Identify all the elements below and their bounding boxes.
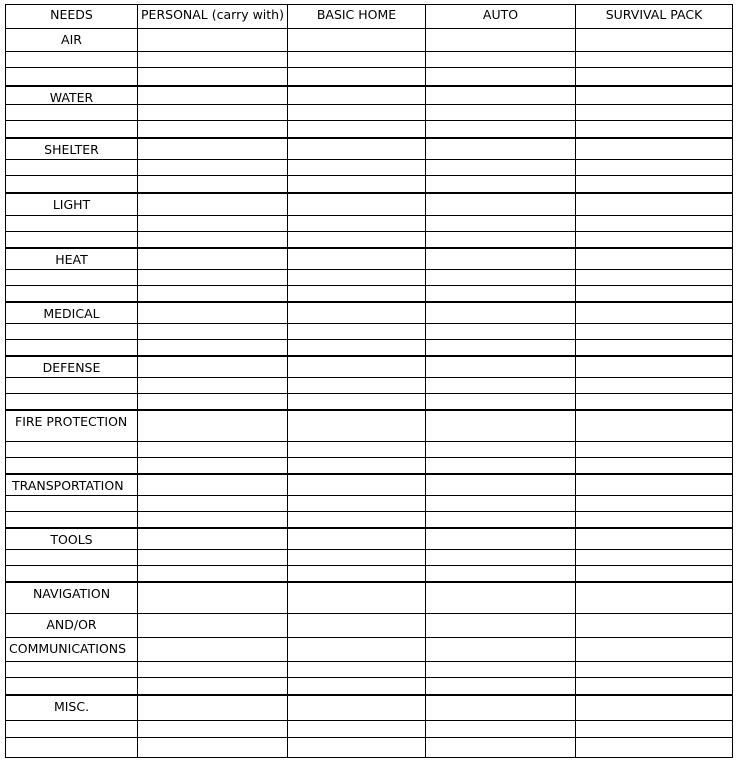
cell-auto[interactable] bbox=[426, 410, 576, 442]
cell-auto[interactable] bbox=[426, 662, 576, 678]
cell-personal[interactable] bbox=[138, 738, 288, 758]
cell-need bbox=[6, 270, 138, 286]
table-row bbox=[6, 378, 733, 394]
cell-personal[interactable] bbox=[138, 121, 288, 138]
cell-basic-home[interactable] bbox=[288, 410, 426, 442]
table-row bbox=[6, 738, 733, 758]
cell-need bbox=[6, 458, 138, 474]
cell-basic-home[interactable] bbox=[288, 638, 426, 662]
cell-basic-home[interactable] bbox=[288, 678, 426, 695]
cell-personal[interactable] bbox=[138, 270, 288, 286]
cell-personal[interactable] bbox=[138, 193, 288, 216]
need-communications: COMMUNICATIONS bbox=[6, 638, 138, 662]
cell-survival-pack[interactable] bbox=[576, 550, 733, 566]
cell-basic-home[interactable] bbox=[288, 378, 426, 394]
cell-personal[interactable] bbox=[138, 678, 288, 695]
cell-personal[interactable] bbox=[138, 248, 288, 270]
cell-personal[interactable] bbox=[138, 52, 288, 68]
cell-personal[interactable] bbox=[138, 286, 288, 302]
cell-basic-home[interactable] bbox=[288, 52, 426, 68]
cell-auto[interactable] bbox=[426, 695, 576, 721]
cell-survival-pack[interactable] bbox=[576, 52, 733, 68]
cell-need bbox=[6, 216, 138, 232]
cell-basic-home[interactable] bbox=[288, 160, 426, 176]
cell-auto[interactable] bbox=[426, 138, 576, 160]
cell-basic-home[interactable] bbox=[288, 270, 426, 286]
cell-personal[interactable] bbox=[138, 394, 288, 410]
cell-personal[interactable] bbox=[138, 29, 288, 52]
cell-auto[interactable] bbox=[426, 394, 576, 410]
need-light: LIGHT bbox=[6, 193, 138, 216]
cell-auto[interactable] bbox=[426, 638, 576, 662]
cell-survival-pack[interactable] bbox=[576, 29, 733, 52]
cell-need bbox=[6, 566, 138, 582]
cell-survival-pack[interactable] bbox=[576, 474, 733, 496]
cell-need bbox=[6, 324, 138, 340]
cell-basic-home[interactable] bbox=[288, 216, 426, 232]
need-water: WATER bbox=[6, 86, 138, 105]
cell-personal[interactable] bbox=[138, 458, 288, 474]
need-and-or: AND/OR bbox=[6, 614, 138, 638]
cell-personal[interactable] bbox=[138, 324, 288, 340]
table-row bbox=[6, 512, 733, 528]
table-row bbox=[6, 638, 733, 662]
need-tools: TOOLS bbox=[6, 528, 138, 550]
need-air: AIR bbox=[6, 29, 138, 52]
cell-basic-home[interactable] bbox=[288, 614, 426, 638]
table-row bbox=[6, 695, 733, 721]
cell-personal[interactable] bbox=[138, 378, 288, 394]
cell-personal[interactable] bbox=[138, 512, 288, 528]
cell-need bbox=[6, 662, 138, 678]
table-row bbox=[6, 29, 733, 52]
cell-basic-home[interactable] bbox=[288, 512, 426, 528]
cell-survival-pack[interactable] bbox=[576, 638, 733, 662]
cell-survival-pack[interactable] bbox=[576, 410, 733, 442]
cell-basic-home[interactable] bbox=[288, 662, 426, 678]
cell-basic-home[interactable] bbox=[288, 302, 426, 324]
cell-auto[interactable] bbox=[426, 356, 576, 378]
need-transportation: TRANSPORTATION bbox=[6, 474, 138, 496]
cell-survival-pack[interactable] bbox=[576, 302, 733, 324]
cell-basic-home[interactable] bbox=[288, 86, 426, 105]
table-row bbox=[6, 394, 733, 410]
cell-basic-home[interactable] bbox=[288, 176, 426, 193]
table-row bbox=[6, 138, 733, 160]
cell-basic-home[interactable] bbox=[288, 105, 426, 121]
table-row bbox=[6, 442, 733, 458]
cell-auto[interactable] bbox=[426, 378, 576, 394]
cell-basic-home[interactable] bbox=[288, 232, 426, 248]
cell-personal[interactable] bbox=[138, 695, 288, 721]
cell-personal[interactable] bbox=[138, 160, 288, 176]
cell-personal[interactable] bbox=[138, 105, 288, 121]
cell-auto[interactable] bbox=[426, 340, 576, 356]
cell-personal[interactable] bbox=[138, 662, 288, 678]
header-auto: AUTO bbox=[426, 5, 576, 29]
cell-need bbox=[6, 105, 138, 121]
cell-personal[interactable] bbox=[138, 86, 288, 105]
cell-personal[interactable] bbox=[138, 216, 288, 232]
cell-survival-pack[interactable] bbox=[576, 528, 733, 550]
cell-auto[interactable] bbox=[426, 52, 576, 68]
cell-auto[interactable] bbox=[426, 458, 576, 474]
header-basic-home: BASIC HOME bbox=[288, 5, 426, 29]
cell-survival-pack[interactable] bbox=[576, 378, 733, 394]
cell-auto[interactable] bbox=[426, 270, 576, 286]
need-medical: MEDICAL bbox=[6, 302, 138, 324]
cell-basic-home[interactable] bbox=[288, 442, 426, 458]
cell-auto[interactable] bbox=[426, 324, 576, 340]
cell-basic-home[interactable] bbox=[288, 695, 426, 721]
header-personal: PERSONAL (carry with) bbox=[138, 5, 288, 29]
table-row bbox=[6, 302, 733, 324]
cell-survival-pack[interactable] bbox=[576, 356, 733, 378]
table-row bbox=[6, 678, 733, 695]
cell-basic-home[interactable] bbox=[288, 458, 426, 474]
header-needs: NEEDS bbox=[6, 5, 138, 29]
cell-survival-pack[interactable] bbox=[576, 695, 733, 721]
table-row bbox=[6, 662, 733, 678]
cell-survival-pack[interactable] bbox=[576, 286, 733, 302]
need-heat: HEAT bbox=[6, 248, 138, 270]
cell-personal[interactable] bbox=[138, 566, 288, 582]
table-row bbox=[6, 528, 733, 550]
cell-auto[interactable] bbox=[426, 286, 576, 302]
cell-survival-pack[interactable] bbox=[576, 512, 733, 528]
cell-need bbox=[6, 550, 138, 566]
header-survival-pack: SURVIVAL PACK bbox=[576, 5, 733, 29]
cell-survival-pack[interactable] bbox=[576, 160, 733, 176]
cell-need bbox=[6, 442, 138, 458]
cell-auto[interactable] bbox=[426, 248, 576, 270]
cell-survival-pack[interactable] bbox=[576, 394, 733, 410]
cell-basic-home[interactable] bbox=[288, 340, 426, 356]
cell-survival-pack[interactable] bbox=[576, 68, 733, 86]
cell-survival-pack[interactable] bbox=[576, 614, 733, 638]
cell-survival-pack[interactable] bbox=[576, 270, 733, 286]
cell-personal[interactable] bbox=[138, 474, 288, 496]
cell-survival-pack[interactable] bbox=[576, 121, 733, 138]
cell-need bbox=[6, 121, 138, 138]
cell-survival-pack[interactable] bbox=[576, 566, 733, 582]
cell-auto[interactable] bbox=[426, 302, 576, 324]
cell-need bbox=[6, 378, 138, 394]
survival-needs-table bbox=[5, 4, 733, 758]
table-row bbox=[6, 68, 733, 86]
cell-personal[interactable] bbox=[138, 176, 288, 193]
cell-basic-home[interactable] bbox=[288, 121, 426, 138]
table-row bbox=[6, 248, 733, 270]
table-row bbox=[6, 160, 733, 176]
table-row bbox=[6, 614, 733, 638]
cell-survival-pack[interactable] bbox=[576, 582, 733, 614]
cell-need bbox=[6, 176, 138, 193]
cell-auto[interactable] bbox=[426, 105, 576, 121]
cell-auto[interactable] bbox=[426, 496, 576, 512]
cell-auto[interactable] bbox=[426, 614, 576, 638]
table-row bbox=[6, 86, 733, 105]
cell-need bbox=[6, 512, 138, 528]
table-row bbox=[6, 550, 733, 566]
cell-basic-home[interactable] bbox=[288, 582, 426, 614]
cell-survival-pack[interactable] bbox=[576, 721, 733, 738]
cell-auto[interactable] bbox=[426, 216, 576, 232]
table-row bbox=[6, 582, 733, 614]
table-row bbox=[6, 496, 733, 512]
cell-auto[interactable] bbox=[426, 528, 576, 550]
cell-auto[interactable] bbox=[426, 86, 576, 105]
cell-survival-pack[interactable] bbox=[576, 138, 733, 160]
table-row bbox=[6, 216, 733, 232]
cell-need bbox=[6, 160, 138, 176]
cell-basic-home[interactable] bbox=[288, 138, 426, 160]
cell-basic-home[interactable] bbox=[288, 721, 426, 738]
cell-survival-pack[interactable] bbox=[576, 193, 733, 216]
need-navigation: NAVIGATION bbox=[6, 582, 138, 614]
cell-survival-pack[interactable] bbox=[576, 176, 733, 193]
table-row bbox=[6, 566, 733, 582]
cell-personal[interactable] bbox=[138, 340, 288, 356]
table-row bbox=[6, 270, 733, 286]
cell-survival-pack[interactable] bbox=[576, 86, 733, 105]
cell-survival-pack[interactable] bbox=[576, 662, 733, 678]
cell-auto[interactable] bbox=[426, 566, 576, 582]
cell-auto[interactable] bbox=[426, 121, 576, 138]
cell-survival-pack[interactable] bbox=[576, 216, 733, 232]
cell-need bbox=[6, 678, 138, 695]
cell-basic-home[interactable] bbox=[288, 474, 426, 496]
table-row bbox=[6, 474, 733, 496]
cell-basic-home[interactable] bbox=[288, 29, 426, 52]
cell-need bbox=[6, 721, 138, 738]
cell-need bbox=[6, 340, 138, 356]
table-row bbox=[6, 410, 733, 442]
cell-need bbox=[6, 286, 138, 302]
cell-personal[interactable] bbox=[138, 356, 288, 378]
table-row bbox=[6, 105, 733, 121]
cell-personal[interactable] bbox=[138, 68, 288, 86]
cell-personal[interactable] bbox=[138, 302, 288, 324]
cell-auto[interactable] bbox=[426, 176, 576, 193]
cell-auto[interactable] bbox=[426, 512, 576, 528]
cell-basic-home[interactable] bbox=[288, 738, 426, 758]
need-shelter: SHELTER bbox=[6, 138, 138, 160]
cell-auto[interactable] bbox=[426, 721, 576, 738]
cell-basic-home[interactable] bbox=[288, 394, 426, 410]
cell-auto[interactable] bbox=[426, 582, 576, 614]
cell-auto[interactable] bbox=[426, 550, 576, 566]
table-row bbox=[6, 356, 733, 378]
cell-auto[interactable] bbox=[426, 29, 576, 52]
need-misc: MISC. bbox=[6, 695, 138, 721]
cell-personal[interactable] bbox=[138, 550, 288, 566]
cell-auto[interactable] bbox=[426, 68, 576, 86]
cell-basic-home[interactable] bbox=[288, 496, 426, 512]
cell-basic-home[interactable] bbox=[288, 528, 426, 550]
cell-survival-pack[interactable] bbox=[576, 340, 733, 356]
table-row bbox=[6, 721, 733, 738]
cell-survival-pack[interactable] bbox=[576, 232, 733, 248]
table-row bbox=[6, 286, 733, 302]
cell-survival-pack[interactable] bbox=[576, 324, 733, 340]
cell-auto[interactable] bbox=[426, 474, 576, 496]
cell-survival-pack[interactable] bbox=[576, 458, 733, 474]
cell-basic-home[interactable] bbox=[288, 550, 426, 566]
cell-auto[interactable] bbox=[426, 160, 576, 176]
cell-basic-home[interactable] bbox=[288, 193, 426, 216]
cell-personal[interactable] bbox=[138, 442, 288, 458]
cell-auto[interactable] bbox=[426, 678, 576, 695]
cell-basic-home[interactable] bbox=[288, 324, 426, 340]
cell-survival-pack[interactable] bbox=[576, 738, 733, 758]
table-row bbox=[6, 193, 733, 216]
cell-need bbox=[6, 738, 138, 758]
cell-survival-pack[interactable] bbox=[576, 105, 733, 121]
table-row bbox=[6, 340, 733, 356]
cell-personal[interactable] bbox=[138, 138, 288, 160]
header-row bbox=[6, 5, 733, 29]
table-row bbox=[6, 121, 733, 138]
cell-auto[interactable] bbox=[426, 442, 576, 458]
cell-basic-home[interactable] bbox=[288, 286, 426, 302]
cell-auto[interactable] bbox=[426, 738, 576, 758]
cell-personal[interactable] bbox=[138, 410, 288, 442]
cell-personal[interactable] bbox=[138, 638, 288, 662]
table-row bbox=[6, 458, 733, 474]
table-row bbox=[6, 176, 733, 193]
cell-survival-pack[interactable] bbox=[576, 678, 733, 695]
cell-need bbox=[6, 52, 138, 68]
cell-need bbox=[6, 394, 138, 410]
table-row bbox=[6, 232, 733, 248]
cell-basic-home[interactable] bbox=[288, 68, 426, 86]
cell-survival-pack[interactable] bbox=[576, 248, 733, 270]
cell-personal[interactable] bbox=[138, 496, 288, 512]
cell-need bbox=[6, 496, 138, 512]
cell-auto[interactable] bbox=[426, 193, 576, 216]
table-row bbox=[6, 324, 733, 340]
cell-survival-pack[interactable] bbox=[576, 442, 733, 458]
table-row bbox=[6, 52, 733, 68]
cell-personal[interactable] bbox=[138, 721, 288, 738]
need-fire-protection: FIRE PROTECTION bbox=[6, 410, 138, 442]
need-defense: DEFENSE bbox=[6, 356, 138, 378]
cell-auto[interactable] bbox=[426, 232, 576, 248]
cell-personal[interactable] bbox=[138, 232, 288, 248]
cell-basic-home[interactable] bbox=[288, 356, 426, 378]
cell-personal[interactable] bbox=[138, 582, 288, 614]
cell-survival-pack[interactable] bbox=[576, 496, 733, 512]
cell-basic-home[interactable] bbox=[288, 566, 426, 582]
cell-basic-home[interactable] bbox=[288, 248, 426, 270]
cell-personal[interactable] bbox=[138, 528, 288, 550]
cell-need bbox=[6, 68, 138, 86]
cell-need bbox=[6, 232, 138, 248]
cell-personal[interactable] bbox=[138, 614, 288, 638]
